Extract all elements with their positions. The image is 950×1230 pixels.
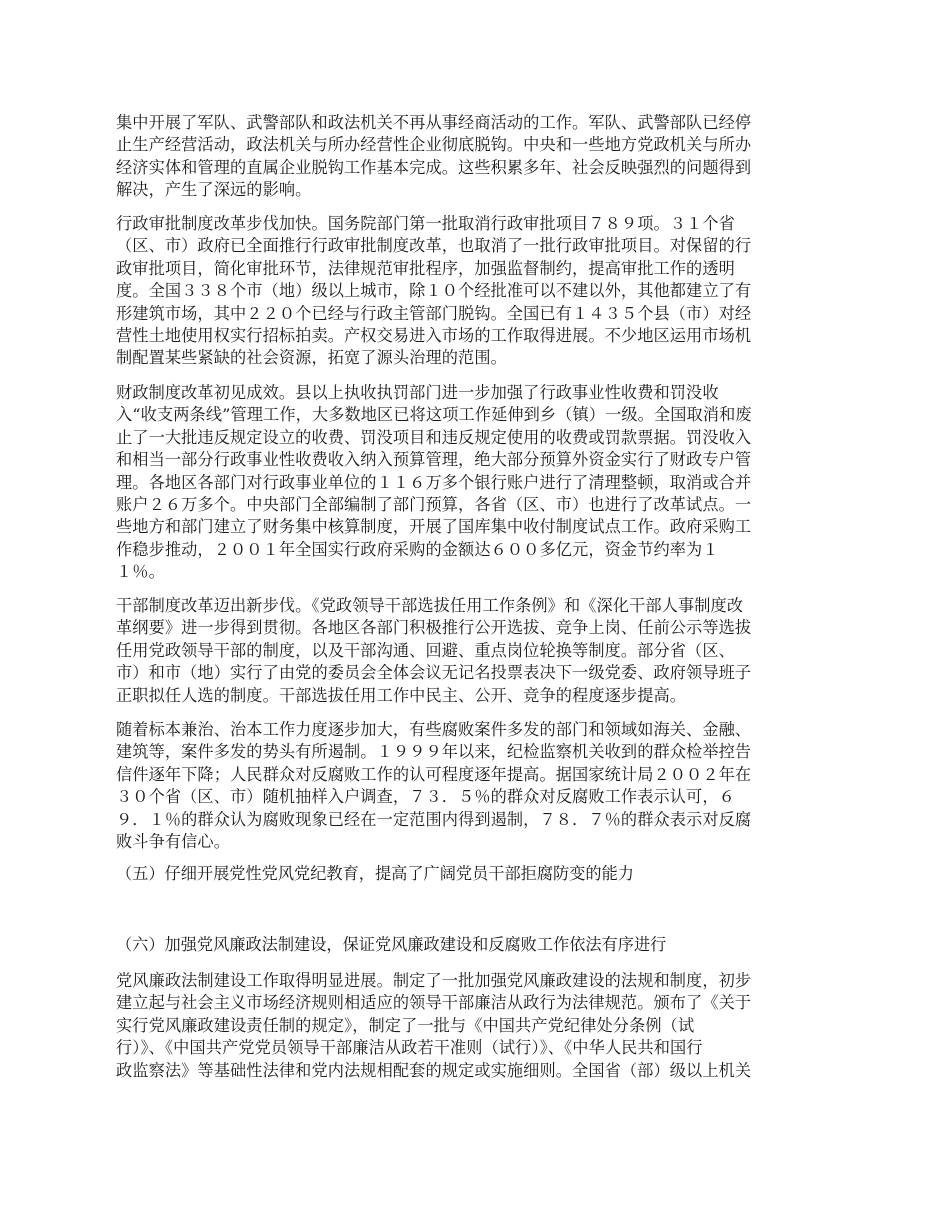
section-heading-five: （五）仔细开展党性党风党纪教育，提高了广阔党员干部拒腐防变的能力 xyxy=(116,864,634,883)
text-line: 经济实体和管理的直属企业脱钩工作基本完成。这些积累多年、社会反映强烈的问题得到 xyxy=(116,157,752,177)
text-line: 理。各地区各部门对行政事业单位的１１６万多个银行账户进行了清理整顿，取消或合并 xyxy=(116,472,752,492)
text-line: 党风廉政法制建设工作取得明显进展。制定了一批加强党风廉政建设的法规和制度，初步 xyxy=(116,971,752,990)
text-line: 干部制度改革迈出新步伐。《党政领导干部选拔任用工作条例》和《深化干部人事制度改 xyxy=(116,596,744,615)
text-line: 些地方和部门建立了财务集中核算制度，开展了国库集中收付制度试点工作。政府采购工 xyxy=(116,517,752,537)
text-line: 正职拟任人选的制度。干部选拔任用工作中民主、公开、竞争的程度逐步提高。 xyxy=(116,685,687,705)
paragraph-anti-corruption-results xyxy=(116,719,751,853)
text-line: 行）》、《中国共产党党员领导干部廉洁从政若干准则（试行）》、《中华人民共和国行 xyxy=(116,1038,703,1058)
text-line: 形建筑市场，其中２２０个已经与行政主管部门脱钩。全国已有１４３５个县（市）对经 xyxy=(116,303,752,323)
text-line: 败斗争有信心。 xyxy=(116,831,231,851)
text-line: 革纲要》进一步得到贯彻。各地区各部门积极推行公开选拔、竞争上岗、任前公示等选拔 xyxy=(116,618,752,638)
text-line: （区、市）政府已全面推行行政审批制度改革，也取消了一批行政审批项目。对保留的行 xyxy=(116,236,752,256)
text-line: １％。 xyxy=(116,562,165,582)
text-line: 市）和市（地）实行了由党的委员会全体会议无记名投票表决下一级党委、政府领导班子 xyxy=(116,663,752,683)
text-line: 止了一大批违反规定设立的收费、罚没项目和违反规定使用的收费或罚款票据。罚没收入 xyxy=(116,427,752,447)
text-line: 随着标本兼治、治本工作力度逐步加大，有些腐败案件多发的部门和领域如海关、金融、 xyxy=(116,720,752,739)
text-line: 信件逐年下降；人民群众对反腐败工作的认可程度逐年提高。据国家统计局２００２年在 xyxy=(116,764,752,784)
text-line: 实行党风廉政建设责任制的规定》，制定了一批与《中国共产党纪律处分条例（试 xyxy=(116,1015,695,1035)
text-line: 解决，产生了深远的影响。 xyxy=(116,180,312,200)
text-line: 建筑等，案件多发的势头有所遏制。１９９９年以来，纪检监察机关收到的群众检举控告 xyxy=(116,742,752,762)
text-line: ９．１％的群众认为腐败现象已经在一定范围内得到遏制，７８．７％的群众表示对反腐 xyxy=(116,809,752,829)
paragraph-military-divestment xyxy=(116,112,751,202)
text-line: 集中开展了军队、武警部队和政法机关不再从事经商活动的工作。军队、武警部队已经停 xyxy=(116,113,752,132)
text-line: 制配置某些紧缺的社会资源，拓宽了源头治理的范围。 xyxy=(116,348,507,368)
paragraph-administrative-approval-reform xyxy=(116,213,751,370)
text-line: 度。全国３３８个市（地）级以上城市，除１０个经批准可以不建以外，其他都建立了有 xyxy=(116,281,752,301)
text-line: 政监察法》等基础性法律和党内法规相配套的规定或实施细则。全国省（部）级以上机关 xyxy=(116,1060,752,1080)
text-line: 政审批项目，简化审批环节，法律规范审批程序，加强监督制约，提高审批工作的透明 xyxy=(116,258,735,278)
text-line: 入“收支两条线”管理工作，大多数地区已将这项工作延伸到乡（镇）一级。全国取消和废 xyxy=(116,405,752,425)
text-line: 财政制度改革初见成效。县以上执收执罚部门进一步加强了行政事业性收费和罚没收 xyxy=(116,383,719,402)
text-line: 和相当一部分行政事业性收费收入纳入预算管理，绝大部分预算外资金实行了财政专户管 xyxy=(116,450,752,470)
paragraph-legal-construction xyxy=(116,970,751,1082)
text-line: 建立起与社会主义市场经济规则相适应的领导干部廉洁从政行为法律规范。颁布了《关于 xyxy=(116,993,752,1013)
text-line: 账户２６万多个。中央部门全部编制了部门预算，各省（区、市）也进行了改革试点。一 xyxy=(116,494,752,514)
text-line: 营性土地使用权实行招标拍卖。产权交易进入市场的工作取得进展。不少地区运用市场机 xyxy=(116,325,752,345)
text-line: 止生产经营活动，政法机关与所办经营性企业彻底脱钩。中央和一些地方党政机关与所办 xyxy=(116,135,752,155)
text-line: 作稳步推动，２００１年全国实行政府采购的金额达６００多亿元，资金节约率为１ xyxy=(116,539,719,559)
paragraph-cadre-reform xyxy=(116,595,751,707)
text-line: 行政审批制度改革步伐加快。国务院部门第一批取消行政审批项目７８９项。３１个省 xyxy=(116,214,735,233)
section-heading-six: （六）加强党风廉政法制建设，保证党风廉政建设和反腐败工作依法有序进行 xyxy=(116,935,667,954)
paragraph-fiscal-reform xyxy=(116,382,752,584)
text-line: 任用党政领导干部的制度，以及干部沟通、回避、重点岗位轮换等制度。部分省（区、 xyxy=(116,640,735,660)
text-line: ３０个省（区、市）随机抽样入户调查，７３．５％的群众对反腐败工作表示认可，６ xyxy=(116,787,735,807)
